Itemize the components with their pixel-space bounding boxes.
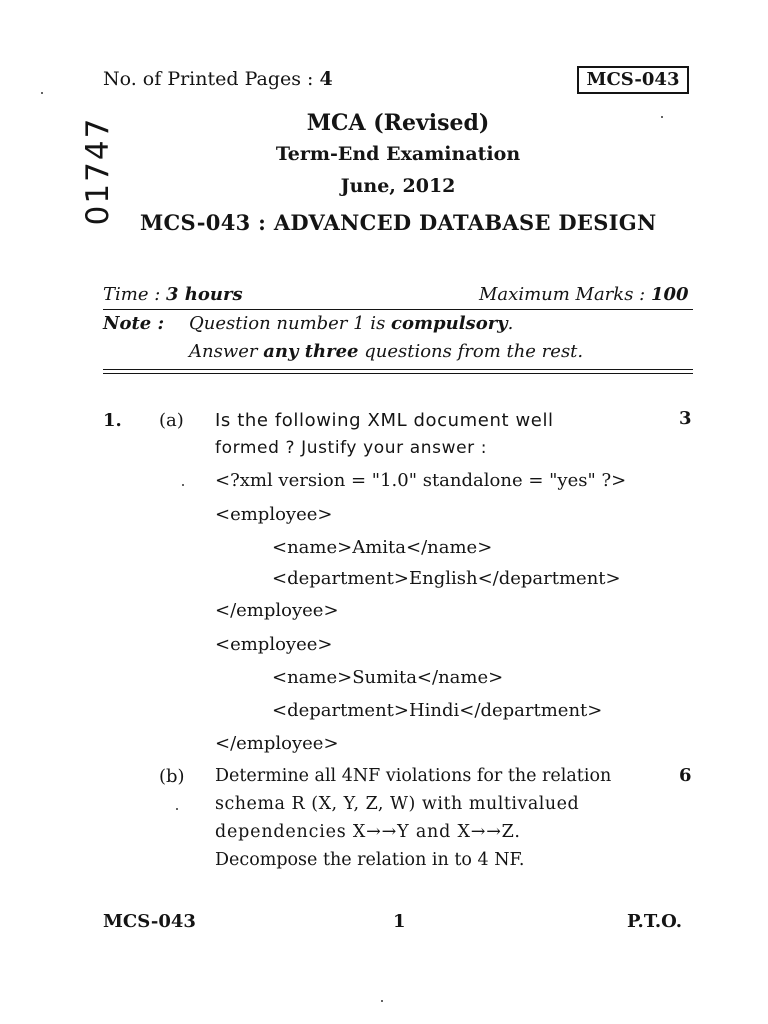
please-turn-over: P.T.O. xyxy=(627,911,683,932)
printed-pages-value: 4 xyxy=(319,68,333,90)
part-a-label: (a) xyxy=(159,410,184,431)
xml-line: <employee> xyxy=(215,634,333,655)
divider xyxy=(103,309,693,310)
exam-session: June, 2012 xyxy=(340,175,456,197)
marks-label: Maximum Marks : xyxy=(479,284,651,305)
maximum-marks xyxy=(479,284,689,305)
note-line-2 xyxy=(189,341,583,362)
note-text: Question number 1 is xyxy=(189,313,392,334)
divider xyxy=(103,373,693,374)
scan-speck xyxy=(381,1000,383,1002)
divider xyxy=(103,369,693,370)
xml-line: <employee> xyxy=(215,504,333,525)
scan-speck xyxy=(661,116,663,118)
printed-pages-label: No. of Printed Pages : xyxy=(103,68,320,90)
marks-value: 100 xyxy=(650,284,689,305)
note-text: Answer xyxy=(189,341,264,362)
note-emphasis: any three xyxy=(263,341,359,362)
part-b-marks: 6 xyxy=(679,765,692,786)
xml-line: <name>Sumita</name> xyxy=(272,667,504,688)
part-a-line: Is the following XML document well xyxy=(215,410,554,431)
time-allowed xyxy=(103,284,243,305)
xml-line: <department>English</department> xyxy=(272,568,621,589)
part-b-line: schema R (X, Y, Z, W) with multivalued xyxy=(215,794,580,814)
footer-paper-code: MCS-043 xyxy=(103,911,196,932)
question-number: 1. xyxy=(103,410,122,431)
time-value: 3 hours xyxy=(166,284,243,305)
scan-speck xyxy=(176,808,178,810)
part-a-marks: 3 xyxy=(679,408,692,429)
paper-title: MCS-043 : ADVANCED DATABASE DESIGN xyxy=(140,210,657,235)
note-emphasis: compulsory xyxy=(391,313,508,334)
page-number: 1 xyxy=(393,911,406,932)
note-line-1 xyxy=(189,313,513,334)
xml-line: <name>Amita</name> xyxy=(272,537,493,558)
xml-line: </employee> xyxy=(215,600,339,621)
time-label: Time : xyxy=(103,284,166,305)
printed-pages xyxy=(103,68,333,90)
xml-line: </employee> xyxy=(215,733,339,754)
part-b-line: Determine all 4NF violations for the relation xyxy=(215,766,612,786)
part-a-line: formed ? Justify your answer : xyxy=(215,438,488,458)
part-b-label: (b) xyxy=(159,766,185,787)
note-label: Note : xyxy=(103,313,165,334)
serial-number: 01747 xyxy=(80,116,116,226)
xml-line: <?xml version = "1.0" standalone = "yes" ?> xyxy=(215,470,627,491)
exam-title: Term-End Examination xyxy=(275,143,521,165)
paper-code-box: MCS-043 xyxy=(577,66,689,94)
note-text: questions from the rest. xyxy=(358,341,584,362)
scan-speck xyxy=(182,484,184,486)
part-b-line: Decompose the relation in to 4 NF. xyxy=(215,850,525,870)
note-text: . xyxy=(507,313,514,334)
part-b-line: dependencies X→→Y and X→→Z. xyxy=(215,822,521,842)
xml-line: <department>Hindi</department> xyxy=(272,700,603,721)
course-title: MCA (Revised) xyxy=(306,110,490,136)
scan-speck xyxy=(41,92,43,94)
